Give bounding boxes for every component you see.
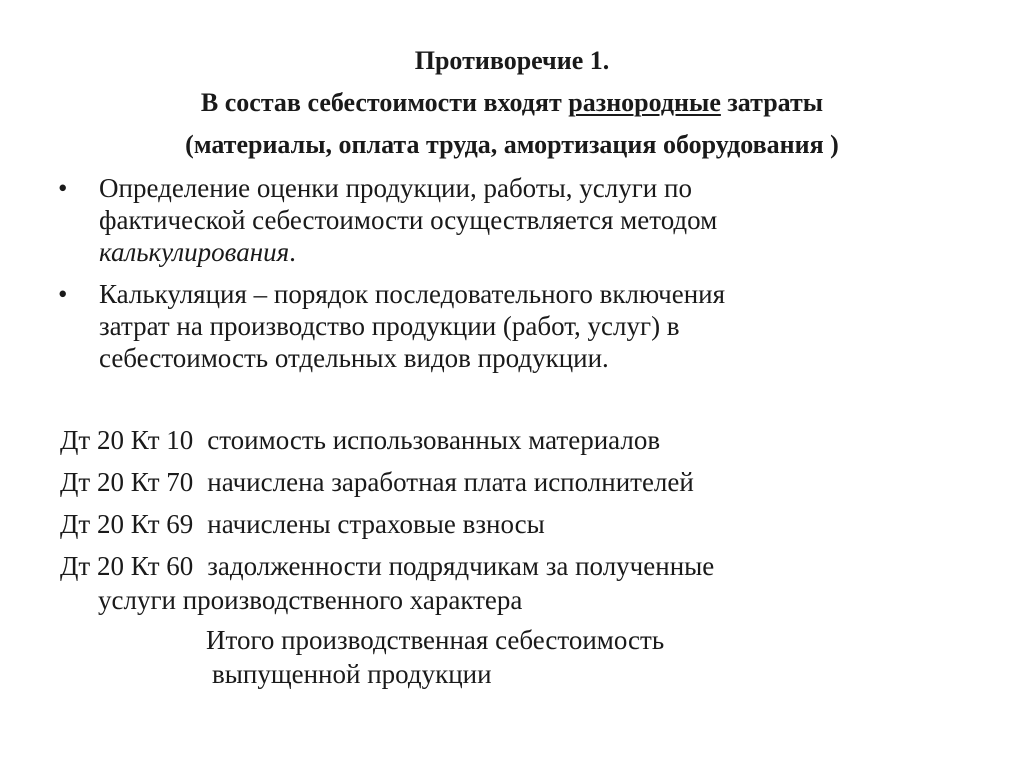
heading-underlined-word: разнородные xyxy=(568,88,721,117)
heading-line-2-after: затраты xyxy=(720,88,824,117)
bullet-1-line-2: фактической себестоимости осуществляется методом xyxy=(99,205,718,235)
entry-code: Дт 20 Кт 69 xyxy=(60,509,194,539)
entry-description: начислена заработная плата исполнителей xyxy=(207,467,694,497)
entry-row-4-continuation: услуги производственного характера xyxy=(98,585,523,615)
bullet-2-line-2: затрат на производство продукции (работ, услуг) в xyxy=(99,311,680,341)
entry-code: Дт 20 Кт 10 xyxy=(60,425,194,455)
entry-description: начислены страховые взносы xyxy=(207,509,545,539)
entry-row-3 xyxy=(60,508,545,540)
bullet-item-1 xyxy=(58,172,958,272)
bullet-icon: • xyxy=(58,279,68,309)
bullet-item-2 xyxy=(58,278,958,378)
entry-code: Дт 20 Кт 70 xyxy=(60,467,194,497)
heading-line-1: Противоречие 1. xyxy=(414,46,610,75)
total-line-2: выпущенной продукции xyxy=(212,659,492,689)
heading-line-2-before: В состав себестоимости входят xyxy=(200,88,569,117)
total-line-1: Итого производственная себестоимость xyxy=(206,625,665,655)
bullet-1-line-1: Определение оценки продукции, работы, услуги по xyxy=(99,173,692,203)
entry-description: задолженности подрядчикам за полученные xyxy=(207,551,715,581)
entry-description: стоимость использованных материалов xyxy=(207,425,661,455)
bullet-1-italic-term: калькулирования xyxy=(99,237,290,267)
bullet-2-line-1: Калькуляция – порядок последовательного включения xyxy=(99,279,726,309)
entry-code: Дт 20 Кт 60 xyxy=(60,551,194,581)
bullet-text-1 xyxy=(99,172,959,268)
bullet-text-2 xyxy=(99,278,959,374)
bullet-icon: • xyxy=(58,173,68,203)
heading-line-2 xyxy=(40,88,984,118)
bullet-1-tail: . xyxy=(289,237,296,267)
bullet-2-line-3: себестоимость отдельных видов продукции. xyxy=(99,343,609,373)
entry-row-4 xyxy=(60,550,714,582)
entry-row-1 xyxy=(60,424,660,456)
entry-row-2 xyxy=(60,466,694,498)
bullet-1-line-3 xyxy=(99,236,959,268)
heading-line-3: (материалы, оплата труда, амортизация оборудования ) xyxy=(185,130,839,159)
